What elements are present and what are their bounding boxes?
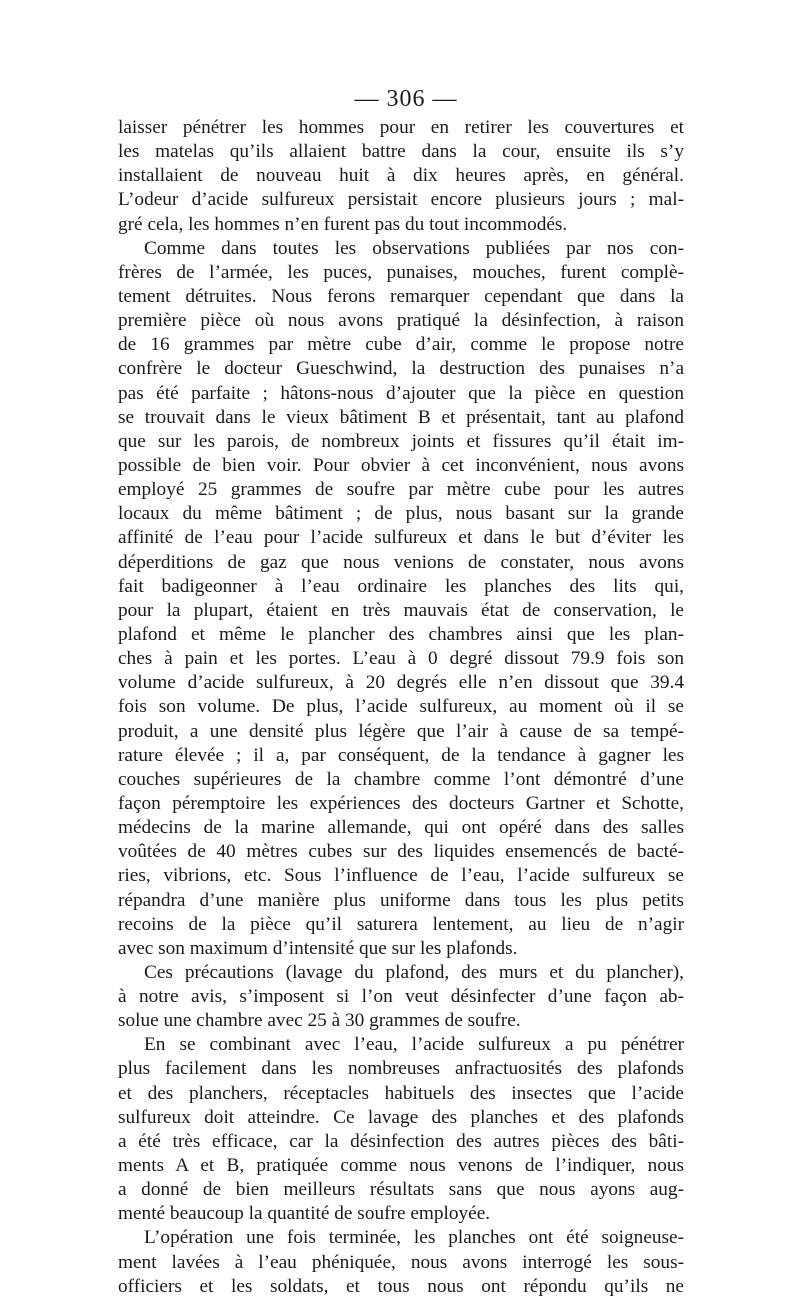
text-line: produit, a une densité plus légère que l’air à cause de sa tempé- (118, 720, 684, 742)
text-line: tement détruites. Nous ferons remarquer cependant que dans la (118, 285, 684, 307)
text-line: à notre avis, s’imposent si l’on veut désinfecter d’une façon ab- (118, 986, 684, 1008)
text-line: rature élevée ; il a, par conséquent, de la tendance à gagner les (118, 744, 684, 766)
text-line: ches à pain et les portes. L’eau à 0 degré dissout 79.9 fois son (118, 648, 684, 670)
text-line: ment lavées à l’eau phéniquée, nous avons interrogé les sous- (118, 1251, 684, 1273)
text-line: première pièce où nous avons pratiqué la désinfection, à raison (118, 310, 684, 332)
text-line: menté beaucoup la quantité de soufre employée. (118, 1203, 491, 1225)
text-line: employé 25 grammes de soufre par mètre cube pour les autres (118, 479, 684, 501)
text-line: médecins de la marine allemande, qui ont opéré dans des salles (118, 817, 684, 839)
text-line: laisser pénétrer les hommes pour en retirer les couvertures et (118, 117, 684, 138)
text-line: recoins de la pièce qu’il saturera lentement, au lieu de n’agir (118, 913, 684, 935)
text-line: ries, vibrions, etc. Sous l’influence de l’eau, l’acide sulfureux se (118, 865, 684, 887)
text-line: a donné de bien meilleurs résultats sans que nous ayons aug- (118, 1179, 684, 1201)
text-line: volume d’acide sulfureux, à 20 degrés elle n’en dissout que 39.4 (118, 672, 684, 694)
page-number: — 306 — (354, 86, 458, 112)
text-line: déperditions de gaz que nous venions de constater, nous avons (118, 551, 684, 573)
text-line: officiers et les soldats, et tous nous ont répondu qu’ils ne (118, 1275, 684, 1297)
text-line: fait badigeonner à l’eau ordinaire les planches des lits qui, (118, 575, 684, 597)
text-line: Ces précautions (lavage du plafond, des murs et du plancher), (144, 961, 684, 983)
text-line: Comme dans toutes les observations publiées par nos con- (144, 237, 684, 259)
text-line: a été très efficace, car la désinfection des autres pièces des bâti- (118, 1130, 684, 1152)
text-line: plus facilement dans les nombreuses anfractuosités des plafonds (118, 1058, 684, 1080)
text-line: gré cela, les hommes n’en furent pas du tout incommodés. (118, 213, 568, 235)
text-line: couches supérieures de la chambre comme l’ont démontré d’une (118, 768, 684, 790)
text-line: ments A et B, pratiquée comme nous venons de l’indiquer, nous (118, 1155, 684, 1177)
text-line: solue une chambre avec 25 à 30 grammes de soufre. (118, 1010, 521, 1032)
text-line: se trouvait dans le vieux bâtiment B et présentait, tant au plafond (118, 406, 684, 428)
text-line: pas été parfaite ; hâtons-nous d’ajouter que la pièce en question (118, 382, 684, 404)
text-line: installaient de nouveau huit à dix heures après, en général. (118, 165, 684, 187)
text-line: façon péremptoire les expériences des docteurs Gartner et Schotte, (118, 792, 684, 814)
text-line: locaux du même bâtiment ; de plus, nous basant sur la grande (118, 503, 684, 525)
text-line: plafond et même le plancher des chambres ainsi que les plan- (118, 623, 684, 645)
text-line: possible de bien voir. Pour obvier à cet inconvénient, nous avons (118, 454, 684, 476)
text-line: L’odeur d’acide sulfureux persistait encore plusieurs jours ; mal- (118, 189, 684, 211)
text-line: L’opération une fois terminée, les planches ont été soigneuse- (144, 1227, 684, 1249)
text-line: répandra d’une manière plus uniforme dans tous les plus petits (118, 889, 684, 911)
text-line: les matelas qu’ils allaient battre dans la cour, ensuite ils s’y (118, 141, 684, 163)
text-line: avec son maximum d’intensité que sur les plafonds. (118, 937, 518, 959)
text-line: En se combinant avec l’eau, l’acide sulfureux a pu pénétrer (144, 1034, 684, 1056)
body-text (118, 116, 684, 1299)
text-line: voûtées de 40 mètres cubes sur des liquides ensemencés de bacté- (118, 841, 684, 863)
text-line: confrère le docteur Gueschwind, la destruction des punaises n’a (118, 358, 684, 380)
text-line: frères de l’armée, les puces, punaises, mouches, furent complè- (118, 261, 684, 283)
text-line: de 16 grammes par mètre cube d’air, comme le propose notre (118, 334, 684, 356)
text-line: sulfureux doit atteindre. Ce lavage des planches et des plafonds (118, 1106, 684, 1128)
text-line: et des planchers, réceptacles habituels des insectes que l’acide (118, 1082, 684, 1104)
text-line: que sur les parois, de nombreux joints et fissures qu’il était im- (118, 430, 684, 452)
text-line: fois son volume. De plus, l’acide sulfureux, au moment où il se (118, 696, 684, 718)
text-line: pour la plupart, étaient en très mauvais état de conservation, le (118, 599, 684, 621)
text-line: affinité de l’eau pour l’acide sulfureux et dans le but d’éviter les (118, 527, 684, 549)
